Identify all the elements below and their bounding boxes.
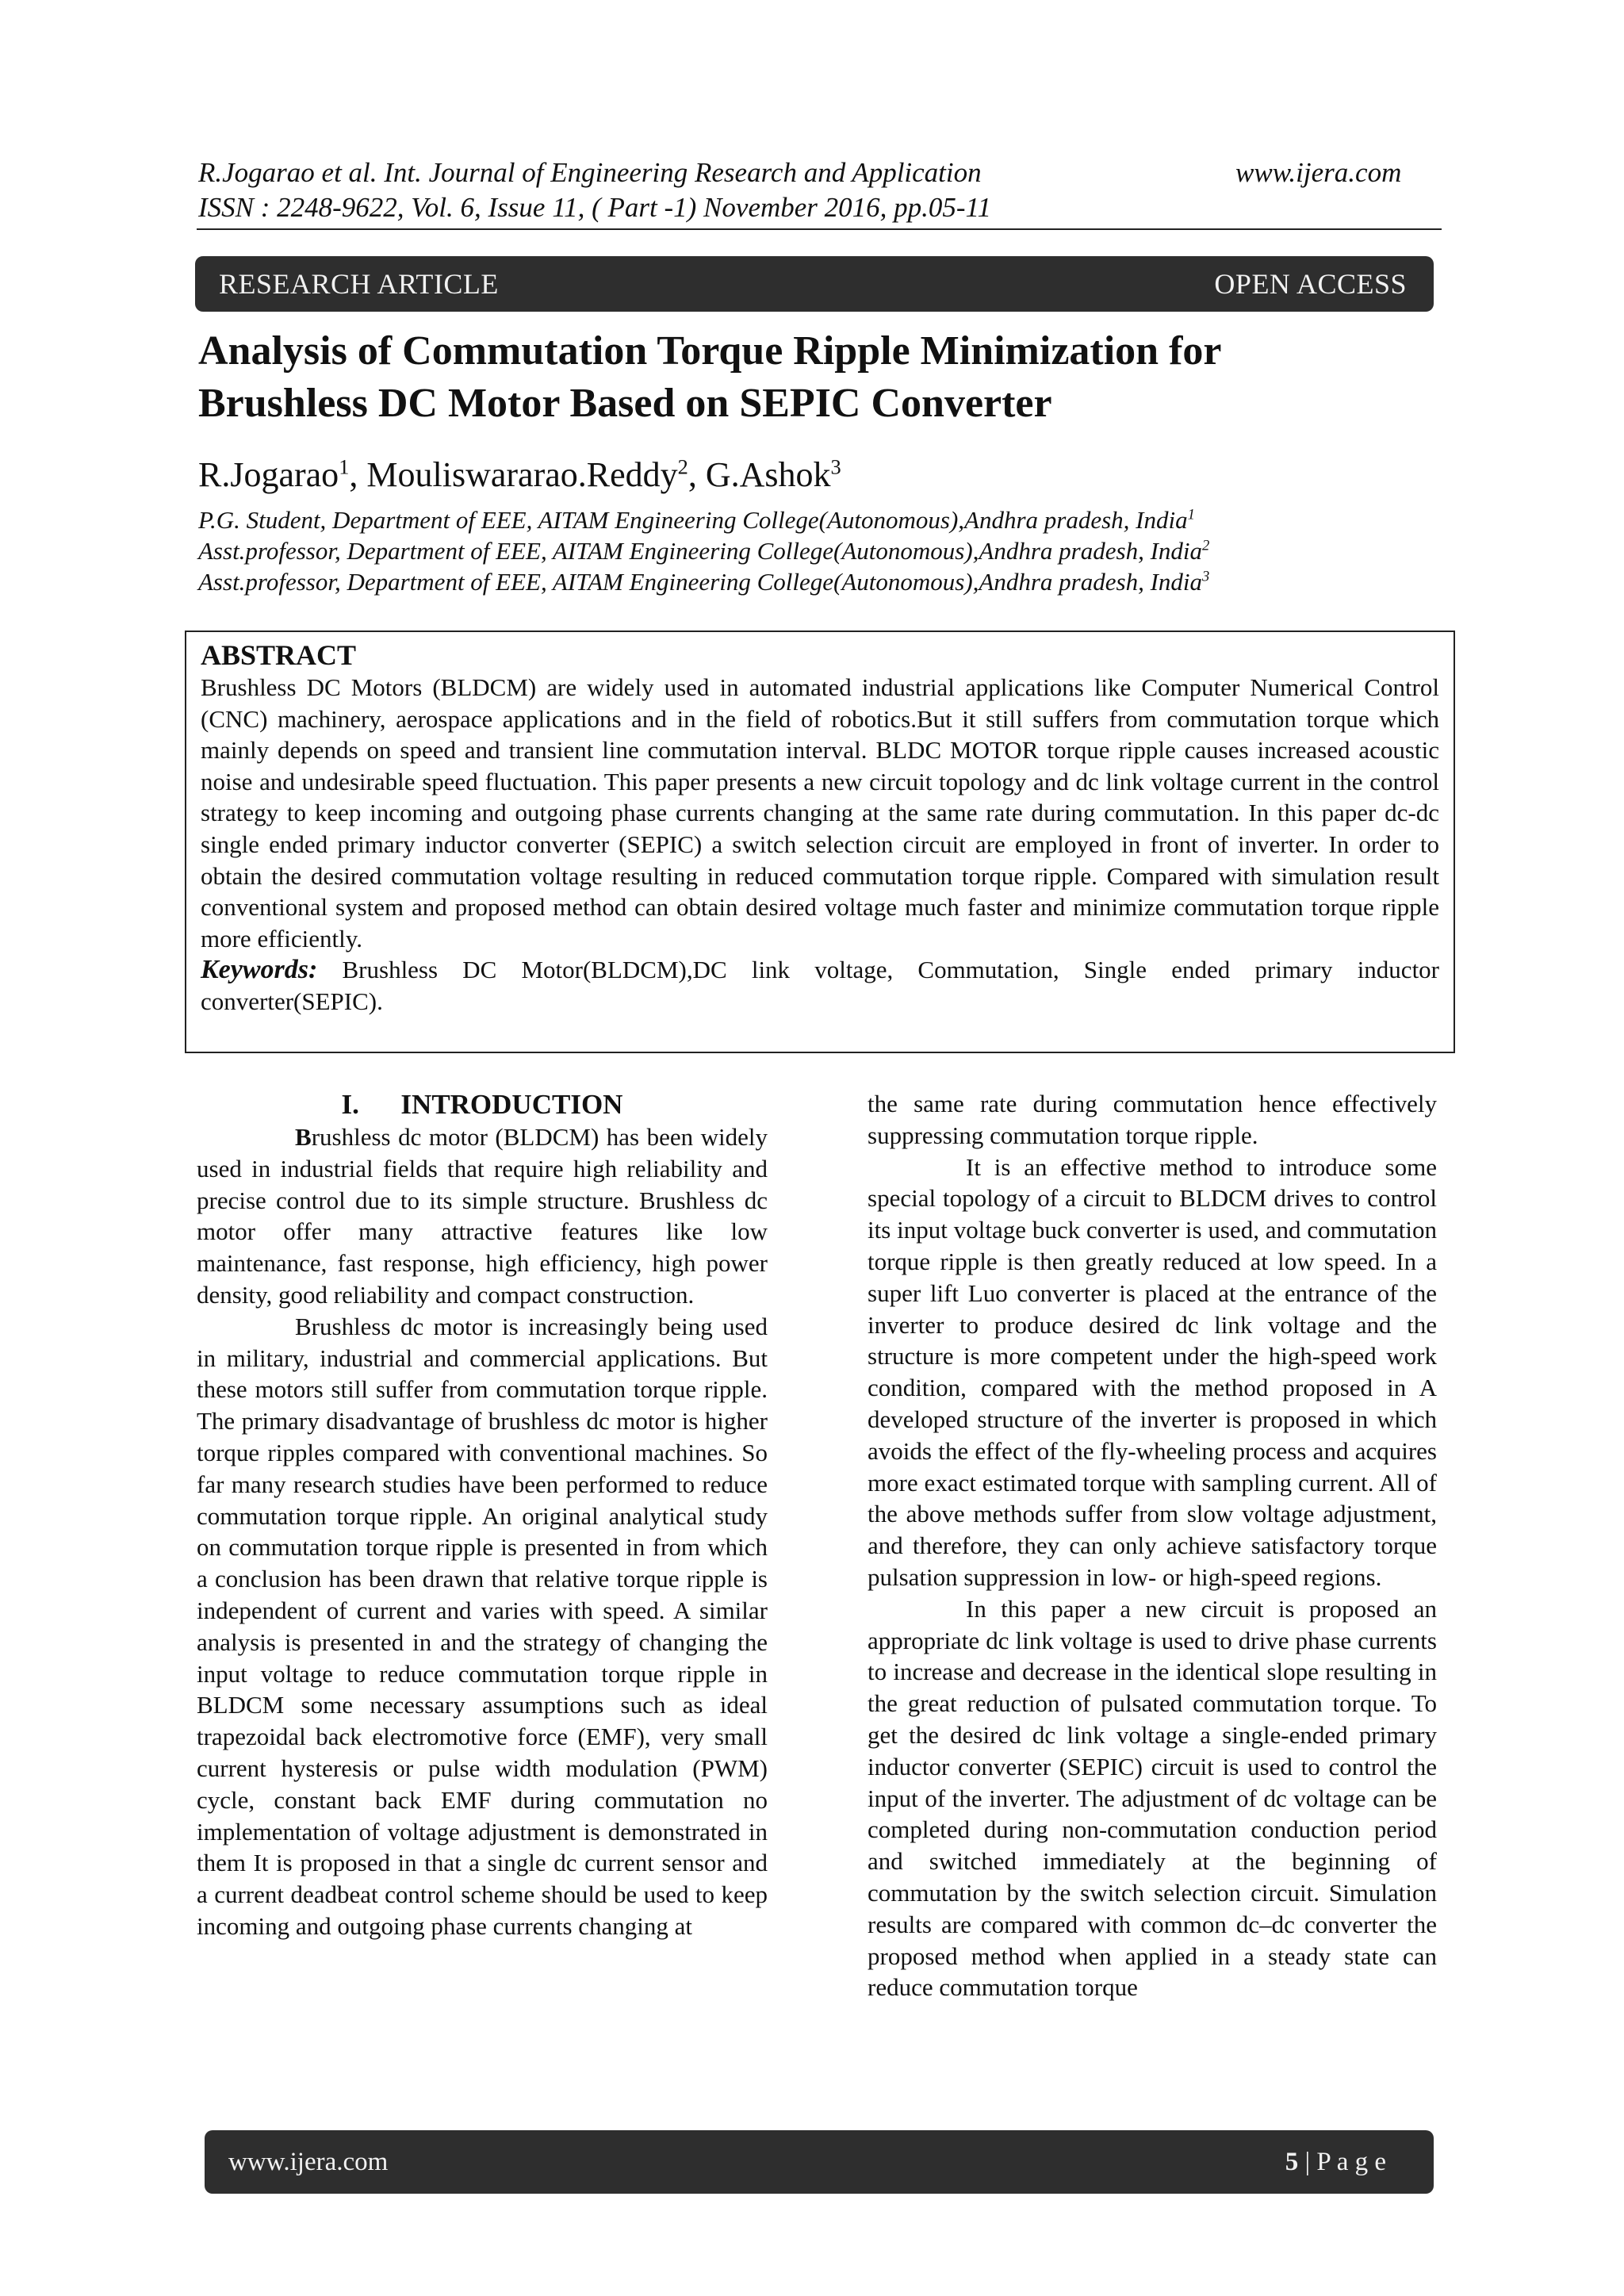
author-3-sup: 3 <box>830 454 841 479</box>
left-column <box>197 1088 768 1942</box>
header-rule <box>197 228 1442 230</box>
banner-open-access: OPEN ACCESS <box>1214 268 1407 300</box>
section-heading-introduction: I. INTRODUCTION <box>341 1089 623 1120</box>
page-footer <box>205 2130 1434 2194</box>
author-1-sup: 1 <box>339 454 350 479</box>
affiliation-1-sup: 1 <box>1187 506 1195 523</box>
paper-title <box>198 325 1435 430</box>
affiliation-2-text: Asst.professor, Department of EEE, AITAM Engineering College(Autonomous),Andhra pradesh, India <box>198 537 1203 565</box>
intro-paragraph-2: Brushless dc motor is increasingly being used in military, industrial and commercial applications. But these motors still suffer from commutation torque ripple. The primary disadvantage of brushless dc motor is higher torque ripples compared with conventional machines. So far many research studies have been performed to reduce commutation torque ripple. An original analytical study on commutation torque ripple is presented in from which a conclusion has been drawn that relative torque ripple is independent of current and varies with speed. A similar analysis is presented in and the strategy of changing the input voltage to reduce commutation torque ripple in BLDCM some necessary assumptions such as ideal trapezoidal back electromotive force (EMF), very small current hysteresis or pulse width modulation (PWM) cycle, constant back EMF during commutation no implementation of voltage adjustment is demonstrated in them It is proposed in that a single dc current sensor and a current deadbeat control scheme should be used to keep incoming and outgoing phase currents changing at <box>197 1312 768 1940</box>
page-number: 5 <box>1285 2147 1299 2176</box>
affiliation-3-sup: 3 <box>1202 568 1210 585</box>
article-type-banner <box>195 256 1434 312</box>
running-header-issn: ISSN : 2248-9622, Vol. 6, Issue 11, ( Part -1) November 2016, pp.05-11 <box>198 192 991 223</box>
author-1: R.Jogarao <box>198 455 339 494</box>
abstract-box <box>185 631 1455 1053</box>
keywords-text: Brushless DC Motor(BLDCM),DC link voltage, Commutation, Single ended primary inductor converter(SEPIC). <box>201 956 1440 1015</box>
abstract-heading: ABSTRACT <box>201 639 357 671</box>
author-2-sup: 2 <box>677 454 688 479</box>
running-header-website[interactable]: www.ijera.com <box>1235 157 1402 188</box>
right-column <box>868 1088 1437 2003</box>
paper-title-line-2: Brushless DC Motor Based on SEPIC Converter <box>198 381 1052 426</box>
paper-title-line-1: Analysis of Commutation Torque Ripple Minimization for <box>198 328 1222 374</box>
footer-website[interactable]: www.ijera.com <box>228 2147 389 2176</box>
abstract-body: Brushless DC Motors (BLDCM) are widely used in automated industrial applications like Computer Numerical Control (CNC) machinery, aerospace applications and in the field of robotics.But it still suffers from commutation torque which mainly depends on speed and transient line commutation interval. BLDC MOTOR torque ripple causes increased acoustic noise and undesirable speed fluctuation. This paper presents a new circuit topology and dc link voltage current in the control strategy to keep incoming and outgoing phase currents changing at the same rate during commutation. In this paper dc-dc single ended primary inductor converter (SEPIC) a switch selection circuit are employed in front of inverter. In order to obtain the desired commutation voltage resulting in reduced commutation torque ripple. Compared with simulation result conventional system and proposed method can obtain desired voltage much faster and minimize commutation torque ripple more efficiently. <box>201 673 1439 953</box>
intro-paragraph-3: the same rate during commutation hence effectively suppressing commutation torque ripple. <box>868 1090 1437 1149</box>
keywords <box>201 954 1439 1017</box>
affiliation-2-sup: 2 <box>1202 537 1210 554</box>
intro-paragraph-4: It is an effective method to introduce some special topology of a circuit to BLDCM drives to control its input voltage buck converter is used, and commutation torque ripple is then greatly reduced at low speed. In a super lift Luo converter is placed at the entrance of the inverter to produce desired dc link voltage and the structure is more competent under the high-speed work condition, compared with the method proposed in A developed structure of the inverter is proposed in which avoids the effect of the fly-wheeling process and acquires more exact estimated torque with sampling current. All of the above methods suffer from slow voltage adjustment, and therefore, they can only achieve satisfactory torque pulsation suppression in low- or high-speed regions. <box>868 1152 1437 1591</box>
intro-paragraph-1 <box>197 1121 768 1311</box>
affiliation-1 <box>198 505 1195 535</box>
page-label: | P a g e <box>1304 2147 1386 2176</box>
running-header-journal: R.Jogarao et al. Int. Journal of Engineering Research and Application <box>198 157 982 188</box>
author-2: Mouliswararao.Reddy <box>366 455 678 494</box>
affiliation-1-text: P.G. Student, Department of EEE, AITAM Engineering College(Autonomous),Andhra pradesh, India <box>198 506 1188 534</box>
drop-cap: B <box>295 1123 312 1151</box>
affiliation-2 <box>198 536 1209 566</box>
banner-research-article: RESEARCH ARTICLE <box>219 268 499 300</box>
author-list: R.Jogarao$^1$, Mouliswararao.Reddy$^2$, G.Ashok$^3$ <box>198 454 841 494</box>
intro-paragraph-1-text: rushless dc motor (BLDCM) has been widely used in industrial fields that require high reliability and precise control due to its simple structure. Brushless dc motor offer many attractive features like low maintenance, fast response, high efficiency, high power density, good reliability and compact construction. <box>197 1123 768 1309</box>
affiliation-3 <box>198 567 1209 597</box>
intro-paragraph-5: In this paper a new circuit is proposed an appropriate dc link voltage is used to drive phase currents to increase and decrease in the identical slope resulting in the great reduction of pulsated commutation torque. To get the desired dc link voltage a single-ended primary inductor converter (SEPIC) circuit is used to control the input of the inverter. The adjustment of dc voltage can be completed during non-commutation conduction period and switched immediately at the beginning of commutation by the switch selection circuit. Simulation results are compared with common dc–dc converter the proposed method when applied in a steady state can reduce commutation torque <box>868 1594 1437 2002</box>
author-3: G.Ashok <box>705 455 831 494</box>
affiliation-3-text: Asst.professor, Department of EEE, AITAM Engineering College(Autonomous),Andhra pradesh, India <box>198 568 1203 596</box>
footer-page-number <box>1285 2148 1386 2177</box>
keywords-label: Keywords: <box>201 955 318 985</box>
